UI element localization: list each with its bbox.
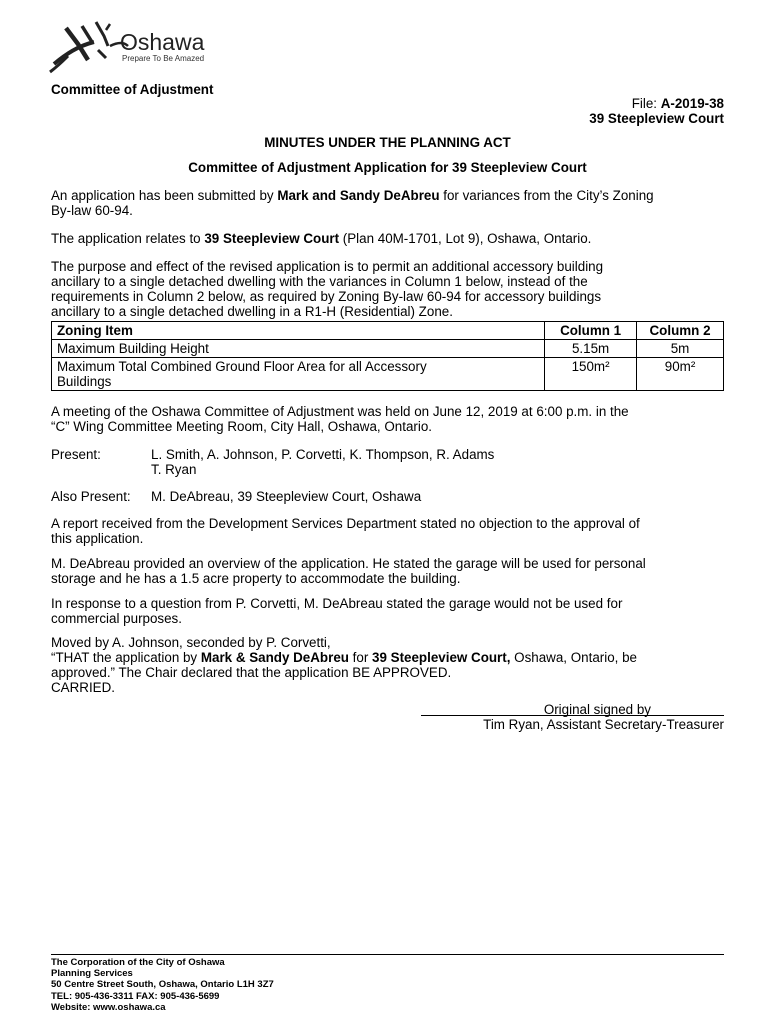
response-line: commercial purposes. — [51, 611, 182, 626]
motion-decision: approved.” The Chair declared that the application BE APPROVED. — [51, 665, 452, 680]
zoning-variance-table — [51, 321, 724, 391]
intro-text-a: An application has been submitted by — [51, 188, 278, 203]
footer-website: Website: www.oshawa.ca — [51, 1001, 166, 1013]
motion-text-e: Oshawa, Ontario, be — [510, 650, 637, 665]
response-line: In response to a question from P. Corvetti, M. DeAbreau stated the garage would not be used for — [51, 596, 623, 611]
application-heading: Committee of Adjustment Application for 39 Steepleview Court — [188, 160, 587, 175]
signature-line — [421, 715, 724, 716]
report-paragraph — [51, 516, 727, 546]
logo-name: Oshawa — [120, 29, 205, 55]
motion-paragraph — [51, 635, 727, 695]
purpose-paragraph — [51, 259, 727, 319]
original-signed-label: Original signed by — [543, 702, 651, 717]
motion-applicant: Mark & Sandy DeAbreu — [200, 650, 349, 665]
relates-text-a: The application relates to — [51, 231, 205, 246]
also-present-value: M. DeAbreau, 39 Steepleview Court, Oshawa — [151, 489, 422, 504]
footer-divider — [51, 954, 724, 955]
minutes-heading: MINUTES UNDER THE PLANNING ACT — [264, 135, 511, 150]
intro-text-c: for variances from the City’s Zoning — [439, 188, 654, 203]
column-2-cell: 5m — [637, 340, 724, 358]
present-members — [151, 447, 494, 477]
purpose-line: ancillary to a single detached dwelling in a R1-H (Residential) Zone. — [51, 304, 453, 319]
report-line: A report received from the Development Services Department stated no objection to the approval of — [51, 516, 640, 531]
meeting-line: “C” Wing Committee Meeting Room, City Hall, Oshawa, Ontario. — [51, 419, 432, 434]
oshawa-logo — [48, 16, 228, 74]
applicant-name: Mark and Sandy DeAbreu — [277, 188, 440, 203]
logo-tagline: Prepare To Be Amazed — [122, 54, 205, 63]
footer-address-block — [51, 957, 274, 1013]
file-prefix: File: — [631, 96, 661, 111]
purpose-line: requirements in Column 2 below, as required by Zoning By-law 60-94 for accessory buildings — [51, 289, 602, 304]
motion-carried: CARRIED. — [51, 680, 115, 695]
relates-paragraph — [51, 231, 727, 246]
meeting-line: A meeting of the Oshawa Committee of Adjustment was held on June 12, 2019 at 6:00 p.m. in the — [51, 404, 629, 419]
footer-line: TEL: 905-436-3311 FAX: 905-436-5699 — [51, 990, 220, 1002]
column-1-cell: 5.15m — [545, 340, 637, 358]
motion-line — [51, 650, 727, 665]
motion-text-a: “THAT the application by — [51, 650, 201, 665]
zoning-item-cell: Maximum Total Combined Ground Floor Area for all Accessory Buildings — [52, 358, 545, 391]
present-line: L. Smith, A. Johnson, P. Corvetti, K. Thompson, R. Adams — [151, 447, 495, 462]
response-paragraph — [51, 596, 727, 626]
meeting-paragraph — [51, 404, 727, 434]
motion-address: 39 Steepleview Court, — [372, 650, 511, 665]
committee-title: Committee of Adjustment — [51, 82, 214, 97]
file-block — [589, 96, 724, 126]
file-address: 39 Steepleview Court — [589, 111, 724, 126]
table-row — [52, 358, 724, 391]
footer-line: 50 Centre Street South, Oshawa, Ontario L1H 3Z7 — [51, 979, 274, 991]
overview-paragraph — [51, 556, 727, 586]
header-column-2: Column 2 — [637, 322, 724, 340]
zoning-item-cell: Maximum Building Height — [52, 340, 545, 358]
overview-line: storage and he has a 1.5 acre property to accommodate the building. — [51, 571, 461, 586]
property-address: 39 Steepleview Court — [204, 231, 340, 246]
table-row — [52, 340, 724, 358]
also-present-label: Also Present: — [51, 489, 131, 504]
relates-text-c: (Plan 40M-1701, Lot 9), Oshawa, Ontario. — [339, 231, 592, 246]
purpose-line: ancillary to a single detached dwelling with the variances in Column 1 below, instead of the — [51, 274, 588, 289]
column-1-cell: 150m² — [545, 358, 637, 391]
header-zoning-item: Zoning Item — [52, 322, 545, 340]
present-line: T. Ryan — [151, 462, 197, 477]
report-line: this application. — [51, 531, 144, 546]
motion-text-c: for — [348, 650, 373, 665]
signatory-name: Tim Ryan, Assistant Secretary-Treasurer — [483, 717, 724, 732]
table-header-row — [52, 322, 724, 340]
file-number-line — [589, 96, 724, 111]
intro-paragraph — [51, 188, 727, 218]
intro-text-d: By-law 60-94. — [51, 203, 133, 218]
footer-line: The Corporation of the City of Oshawa — [51, 957, 225, 968]
footer-line: Planning Services — [51, 968, 133, 980]
file-number: A-2019-38 — [660, 96, 724, 111]
motion-moved: Moved by A. Johnson, seconded by P. Corvetti, — [51, 635, 331, 650]
header-column-1: Column 1 — [545, 322, 637, 340]
column-2-cell: 90m² — [637, 358, 724, 391]
purpose-line: The purpose and effect of the revised application is to permit an additional accessory building — [51, 259, 604, 274]
overview-line: M. DeAbreau provided an overview of the application. He stated the garage will be used for personal — [51, 556, 646, 571]
present-label: Present: — [51, 447, 101, 462]
